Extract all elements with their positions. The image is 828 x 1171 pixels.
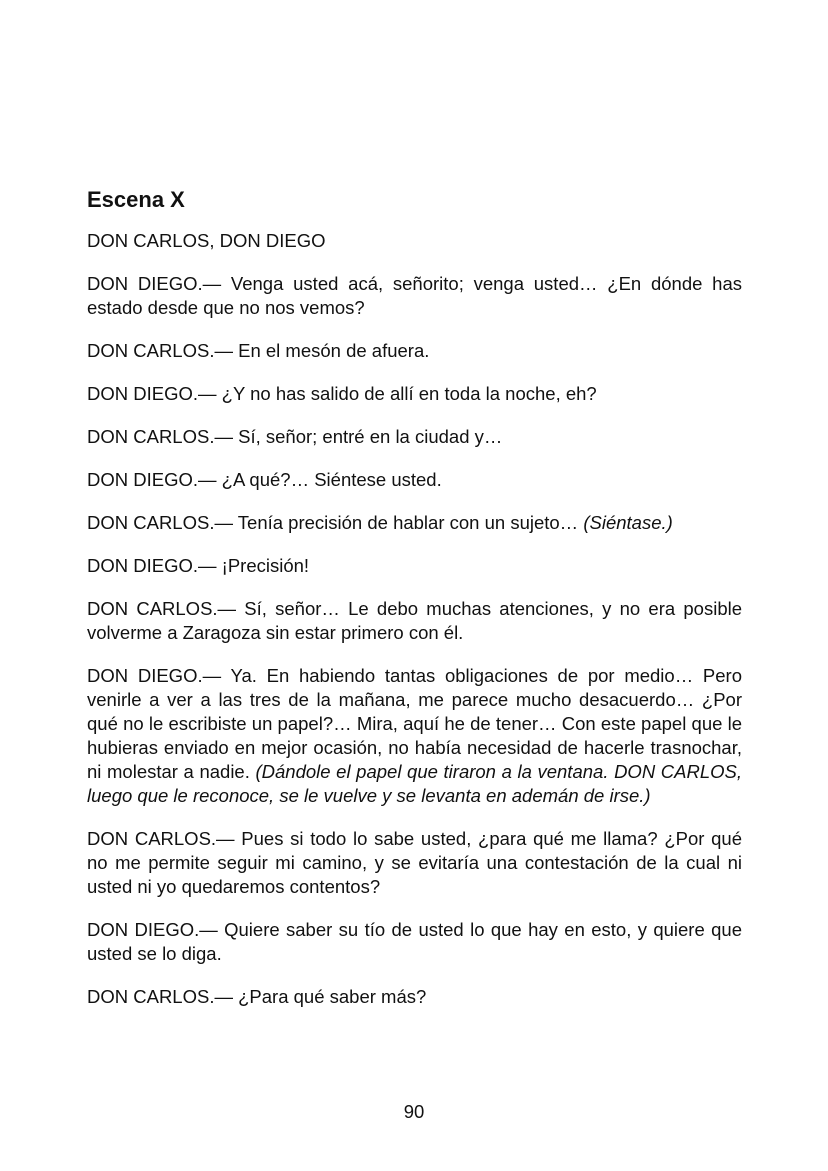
dialogue-text: Ya. En habiendo tantas obligaciones de por medio… Pero venirle a ver a las tres de la mañana, me parece mucho desacuerdo… ¿Por qué no le escribiste un papel?… Mira, aquí he de tener… Con este papel que le hubieras enviado en mejor ocasión, no había necesidad de hacerle trasnochar, ni molestar a nadie. — [87, 665, 743, 782]
dialogue-line — [87, 425, 742, 449]
speaker-name: DON CARLOS.— — [87, 986, 233, 1007]
speaker-name: DON DIEGO.— — [87, 555, 217, 576]
dialogue-line — [87, 339, 742, 363]
dialogue-line — [87, 511, 742, 535]
speaker-name: DON DIEGO.— — [87, 919, 218, 940]
dialogue-line — [87, 554, 742, 578]
dialogue-text: Pues si todo lo sabe usted, ¿para qué me llama? ¿Por qué no me permite seguir mi camino, y se evitaría una contestación de la cual ni usted ni yo quedaremos contentos? — [87, 828, 742, 897]
dialogue-line — [87, 985, 742, 1009]
dialogue-line — [87, 468, 742, 492]
scene-characters: DON CARLOS, DON DIEGO — [87, 230, 326, 251]
speaker-name: DON CARLOS.— — [87, 828, 235, 849]
dialogue-text: Venga usted acá, señorito; venga usted… ¿En dónde has estado desde que no nos vemos? — [87, 273, 742, 318]
speaker-name: DON DIEGO.— — [87, 383, 217, 404]
dialogue-text: ¿Y no has salido de allí en toda la noche, eh? — [216, 383, 597, 404]
speaker-name: DON CARLOS.— — [87, 340, 233, 361]
dialogue-text: ¡Precisión! — [216, 555, 310, 576]
page-body — [87, 185, 742, 1028]
dialogue-text: Quiere saber su tío de usted lo que hay en esto, y quiere que usted se lo diga. — [87, 919, 742, 964]
dialogue-line — [87, 382, 742, 406]
dialogue-text: ¿Para qué saber más? — [232, 986, 427, 1007]
dialogue-text: En el mesón de afuera. — [232, 340, 430, 361]
dialogue-text: Tenía precisión de hablar con un sujeto… — [232, 512, 584, 533]
dialogue-text: Sí, señor; entré en la ciudad y… — [232, 426, 503, 447]
stage-direction: (Siéntase.) — [583, 512, 673, 533]
speaker-name: DON DIEGO.— — [87, 273, 222, 294]
dialogue-line — [87, 827, 742, 899]
speaker-name: DON CARLOS.— — [87, 598, 237, 619]
speaker-name: DON DIEGO.— — [87, 665, 222, 686]
dialogue-text: Sí, señor… Le debo muchas atenciones, y no era posible volverme a Zaragoza sin estar primero con él. — [87, 598, 743, 643]
page-number: 90 — [403, 1101, 425, 1122]
speaker-name: DON CARLOS.— — [87, 512, 233, 533]
dialogue-text: ¿A qué?… Siéntese usted. — [216, 469, 442, 490]
speaker-name: DON DIEGO.— — [87, 469, 217, 490]
stage-direction: (Dándole el papel que tiraron a la ventana. DON CARLOS, luego que le reconoce, se le vuelve y se levanta en ademán de irse.) — [87, 761, 743, 806]
speaker-name: DON CARLOS.— — [87, 426, 233, 447]
dialogue-line — [87, 272, 742, 320]
dialogue-line — [87, 664, 742, 808]
dialogue-line — [87, 597, 742, 645]
dialogue-line — [87, 918, 742, 966]
scene-title: Escena X — [87, 187, 185, 212]
